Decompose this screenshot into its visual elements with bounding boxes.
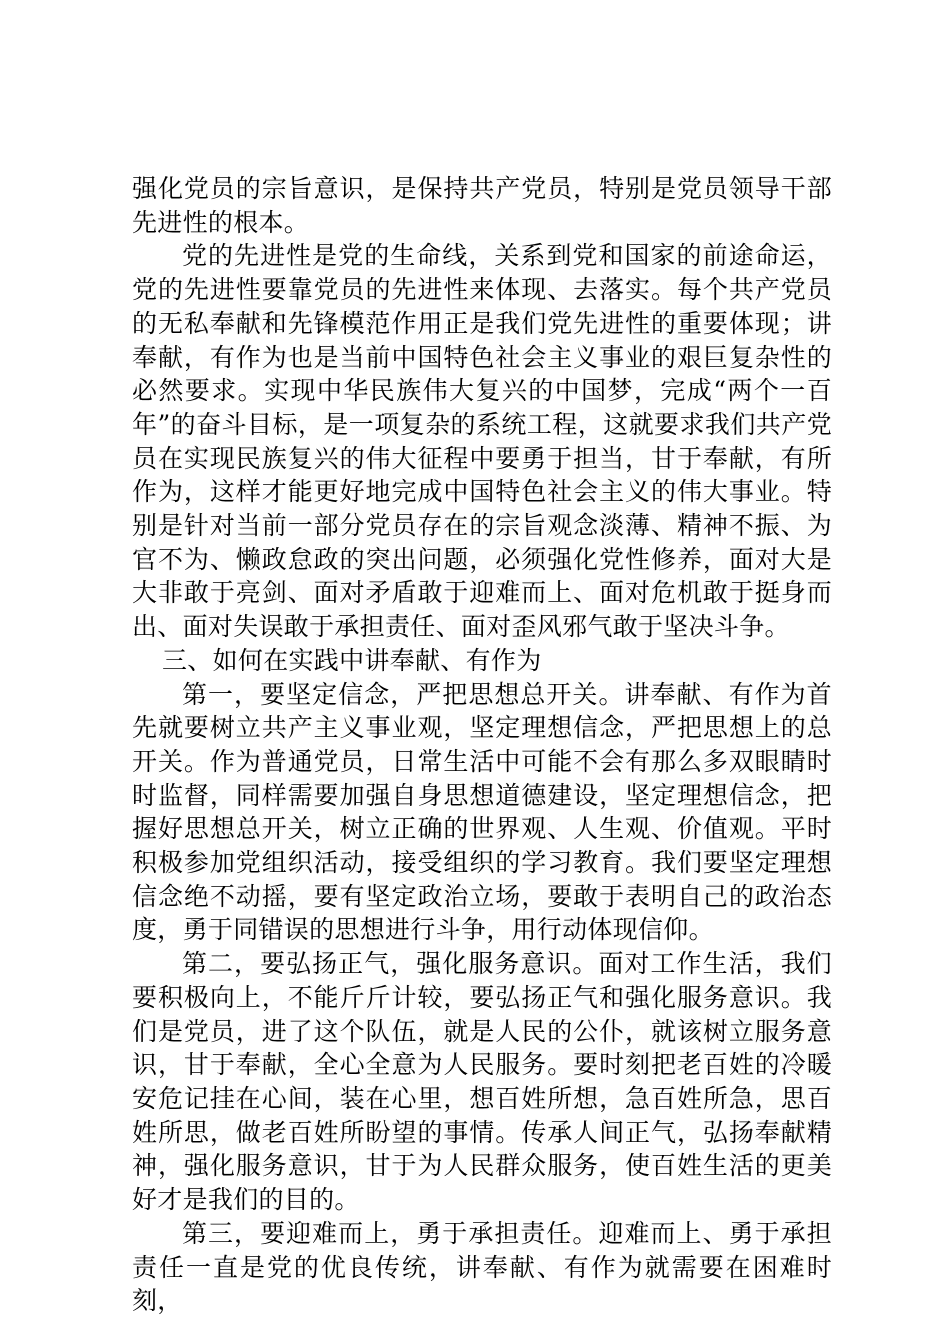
paragraph-party-advancement: 党的先进性是党的生命线，关系到党和国家的前途命运，党的先进性要靠党员的先进性来体现、去落实。每个共产党员的无私奉献和先锋模范作用正是我们党先进性的重要体现；讲奉献，有作为也是当前中国特色社会主义事业的艰巨复杂性的必然要求。实现中华民族伟大复兴的中国梦，完成“两个一百年”的奋斗目标，是一项复杂的系统工程，这就要求我们共产党员在实现民族复兴的伟大征程中要勇于担当，甘于奉献，有所作为，这样才能更好地完成中国特色社会主义的伟大事业。特别是针对当前一部分党员存在的宗旨观念淡薄、精神不振、为官不为、懒政怠政的突出问题，必须强化党性修养，面对大是大非敢于亮剑、面对矛盾敢于迎难而上、面对危机敢于挺身而出、面对失误敢于承担责任、面对歪风邪气敢于坚决斗争。 — [132, 241, 832, 642]
paragraph-third-point: 第三，要迎难而上，勇于承担责任。迎难而上、勇于承担责任一直是党的优良传统，讲奉献、有作为就需要在困难时刻， — [132, 1218, 832, 1316]
section-heading-3: 三、如何在实践中讲奉献、有作为 — [162, 645, 542, 675]
paragraph-first-point: 第一，要坚定信念，严把思想总开关。讲奉献、有作为首先就要树立共产主义事业观，坚定理想信念，严把思想上的总开关。作为普通党员，日常生活中可能不会有那么多双眼睛时时监督，同样需要加强自身思想道德建设，坚定理想信念，把握好思想总开关，树立正确的世界观、人生观、价值观。平时积极参加党组织活动，接受组织的学习教育。我们要坚定理想信念绝不动摇，要有坚定政治立场，要敢于表明自己的政治态度，勇于同错误的思想进行斗争，用行动体现信仰。 — [132, 679, 832, 945]
document-body — [132, 172, 832, 1318]
paragraph-second-point: 第二，要弘扬正气，强化服务意识。面对工作生活，我们要积极向上，不能斤斤计较，要弘扬正气和强化服务意识。我们是党员，进了这个队伍，就是人民的公仆，就该树立服务意识，甘于奉献，全心全意为人民服务。要时刻把老百姓的冷暖安危记挂在心间，装在心里，想百姓所想，急百姓所急，思百姓所思，做老百姓所盼望的事情。传承人间正气，弘扬奉献精神，强化服务意识，甘于为人民群众服务，使百姓生活的更美好才是我们的目的。 — [132, 949, 832, 1215]
paragraph-continuation: 强化党员的宗旨意识，是保持共产党员，特别是党员领导干部先进性的根本。 — [132, 174, 832, 237]
